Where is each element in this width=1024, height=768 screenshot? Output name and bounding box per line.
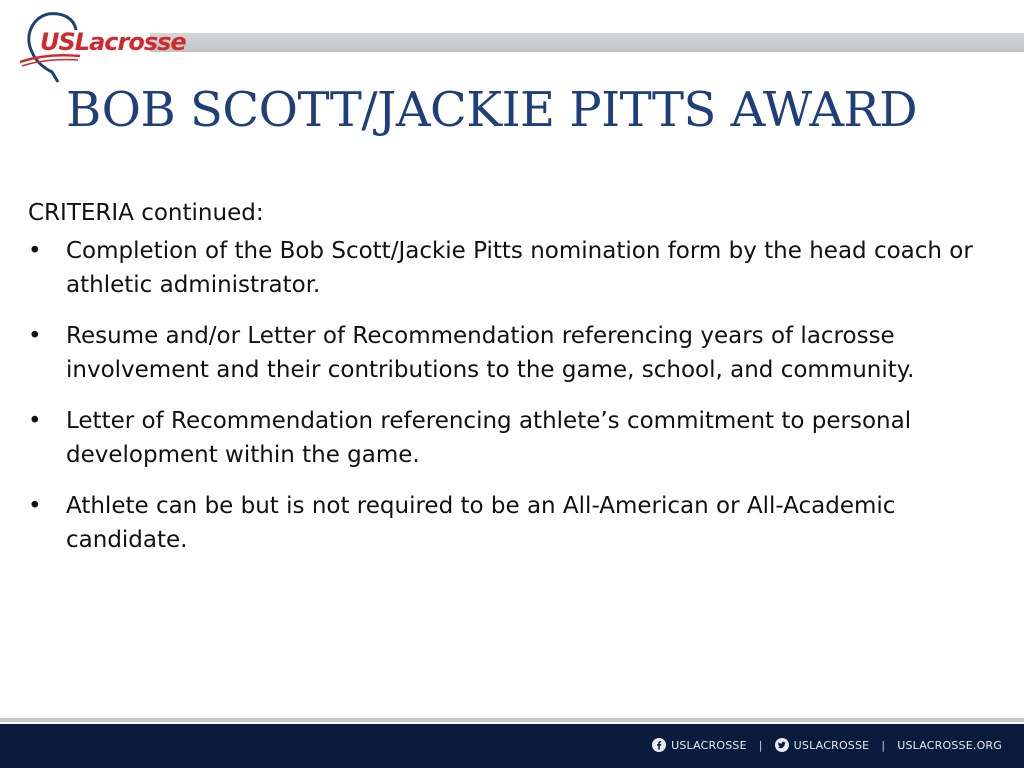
footer-rule [0, 718, 1024, 722]
website-link[interactable] [897, 739, 1002, 752]
page-title: BOB SCOTT/JACKIE PITTS AWARD [66, 82, 918, 138]
twitter-link[interactable] [775, 738, 870, 752]
facebook-icon [652, 738, 666, 752]
criteria-heading: CRITERIA continued: [28, 200, 264, 226]
social-links [652, 738, 1002, 752]
list-item [28, 319, 998, 387]
list-item-text: Completion of the Bob Scott/Jackie Pitts nomination form by the head coach or athletic administrator. [66, 238, 973, 298]
bullet: • [28, 323, 42, 349]
logo-wordmark: USLacrosse [40, 28, 186, 56]
separator: | [758, 738, 763, 752]
twitter-label: USLACROSSE [793, 738, 870, 752]
slide-content [28, 196, 998, 574]
separator: | [881, 738, 886, 752]
list-item [28, 404, 998, 472]
us-lacrosse-logo [18, 10, 186, 82]
bullet: • [28, 493, 42, 519]
criteria-list [28, 234, 998, 557]
list-item-text: Athlete can be but is not required to be an All-American or All-Academic candidate. [66, 493, 896, 553]
header-band [150, 33, 1024, 52]
twitter-icon [775, 738, 789, 752]
footer-bar [0, 724, 1024, 768]
facebook-label: USLACROSSE [671, 738, 747, 752]
list-item [28, 489, 998, 557]
bullet: • [28, 238, 42, 264]
list-item-text: Letter of Recommendation referencing athlete’s commitment to personal development within the game. [66, 408, 912, 468]
list-item [28, 234, 998, 302]
website-label: USLACROSSE.ORG [897, 738, 1002, 752]
list-item-text: Resume and/or Letter of Recommendation referencing years of lacrosse involvement and their contributions to the game, school, and community. [66, 323, 915, 383]
facebook-link[interactable] [652, 738, 747, 752]
bullet: • [28, 408, 42, 434]
